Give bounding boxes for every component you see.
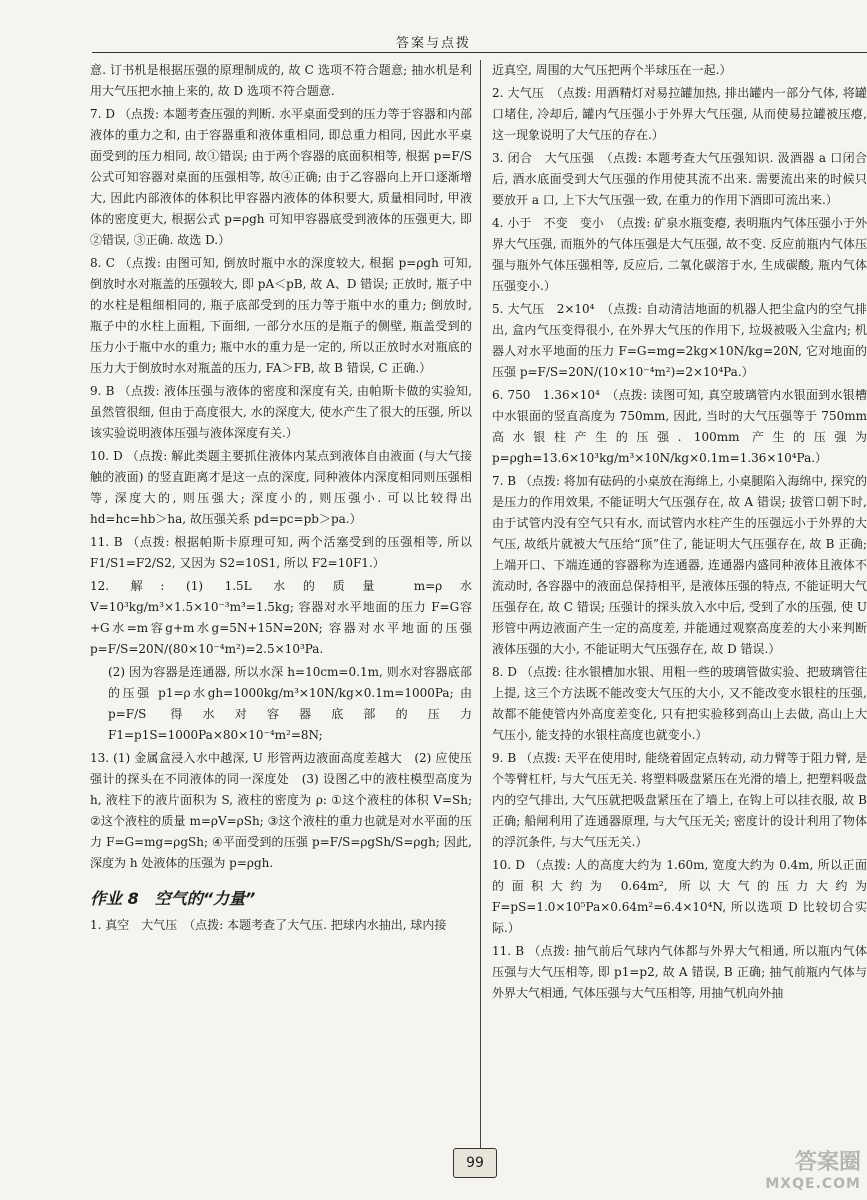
answer-item: 11. B （点拨: 根据帕斯卡原理可知, 两个活塞受到的压强相等, 所以 F1/S1=F2/S2, 又因为 S2=10S1, 所以 F2=10F1.） — [90, 535, 472, 570]
answer-item: 3. 闭合 大气压强 （点拨: 本题考查大气压强知识. 汲酒器 a 口闭合后, 酒水底面受到大气压强的作用使其流不出来. 需要流出来的时候只要放开 a 口, 上下大气压强一致, 在重力的作用下酒即可流出来.） — [492, 151, 867, 207]
answer-item: 7. D （点拨: 本题考查压强的判断. 水平桌面受到的压力等于容器和内部液体的重力之和, 由于容器重和液体重相同, 即总重力相同, 因此水平桌面受到的压力相同, 故①错误; 由于两个容器的底面积相等, 根据 p=F/S 公式可知容器对桌面的压强相等, 故④正确; 由于乙容器向上开口逐渐增大, 因此内部液体的体积比甲容器内液体的体积要大, 质量相同时, 甲液体的密度更大, 根据公式 p=ρgh 可知甲容器底受到液体的压强更大, 即②错误, ③正确. 故选 D.） — [90, 107, 472, 247]
answer-item: 6. 750 1.36×10⁴ （点拨: 读图可知, 真空玻璃管内水银面到水银槽中水银面的竖直高度为 750mm, 因此, 当时的大气压强等于 750mm 高水银柱产生的压强. 100mm 产生的压强为 p=ρgh=13.6×10³kg/m³×10N/kg×0.1m=1.36×10⁴Pa.） — [492, 388, 867, 465]
column-divider — [480, 60, 481, 1158]
answer-item: 近真空, 周围的大气压把两个半球压在一起.） — [492, 63, 732, 77]
answer-item: 1. 真空 大气压 （点拨: 本题考查了大气压. 把球内水抽出, 球内接 — [90, 918, 447, 932]
answer-item: 5. 大气压 2×10⁴ （点拨: 自动清洁地面的机器人把尘盒内的空气排出, 盒内气压变得很小, 在外界大气压的作用下, 垃圾被吸入尘盒内; 机器人对水平地面的压力 F=G=mg=2kg×10N/kg=20N, 它对地面的压强 p=F/S=20N/(10×10⁻⁴m²)=2×10⁴Pa.） — [492, 302, 867, 379]
header-rule — [92, 52, 867, 53]
answer-item: (2) 因为容器是连通器, 所以水深 h=10cm=0.1m, 则水对容器底部的压强 p1=ρ水gh=1000kg/m³×10N/kg×0.1m=1000Pa; 由 p=F/S 得水对容器底部的压力 F1=p1S=1000Pa×80×10⁻⁴m²=8N; — [108, 665, 472, 742]
running-header: 答案与点拨 — [395, 36, 471, 51]
watermark-text: 答案圈 — [794, 1150, 861, 1175]
answer-item: 意. 订书机是根据压强的原理制成的, 故 C 选项不符合题意; 抽水机是利用大气压把水抽上来的, 故 D 选项不符合题意. — [90, 63, 472, 98]
left-column — [90, 60, 472, 1158]
answer-item: 11. B （点拨: 抽气前后气球内气体都与外界大气相通, 所以瓶内气体压强与大气压相等, 即 p1=p2, 故 A 错误, B 正确; 抽气前瓶内气体与外界大气相通, 气体压强与大气压相等, 用抽气机向外抽 — [492, 944, 867, 1000]
answer-item: 10. D （点拨: 解此类题主要抓住液体内某点到液体自由液面 (与大气接触的液面) 的竖直距离才是这一点的深度, 同种液体内深度相同则压强相等, 深度大的, 则压强大; 深度小的, 则压强小. 可以比较得出 hd=hc=hb＞ha, 故压强关系 pd=pc=pb＞pa.） — [90, 449, 472, 526]
answer-item: 10. D （点拨: 人的高度大约为 1.60m, 宽度大约为 0.4m, 所以正面的面积大约为 0.64m², 所以大气的压力大约为 F=pS=1.0×10⁵Pa×0.64m²=6.4×10⁴N, 所以选项 D 比较切合实际.） — [492, 858, 867, 935]
answer-item: 9. B （点拨: 天平在使用时, 能绕着固定点转动, 动力臂等于阻力臂, 是个等臂杠杆, 与大气压无关. 将塑料吸盘紧压在光滑的墙上, 把塑料吸盘内的空气排出, 大气压就把吸盘紧压在了墙上, 在钩上可以挂衣服, 故 B 正确; 船闸利用了连通器原理, 与大气压无关; 密度计的设计利用了物体的浮沉条件, 与大气压无关.） — [492, 751, 867, 849]
answer-item: 4. 小于 不变 变小 （点拨: 矿泉水瓶变瘪, 表明瓶内气体压强小于外界大气压强, 而瓶外的气体压强是大气压强, 故不变. 反应前瓶内气体压强与瓶外气体压强相等, 反应后, 二氧化碳溶于水, 生成碳酸, 瓶内气体压强变小.） — [492, 216, 867, 293]
answer-item: 7. B （点拨: 将加有砝码的小桌放在海绵上, 小桌腿陷入海绵中, 探究的是压力的作用效果, 不能证明大气压强存在, 故 A 错误; 拔管口朝下时, 由于试管内没有空气只有水, 而试管内水柱产生的压强远小于外界的大气压, 故纸片就被大气压给“顶”住了, 能证明大气压强存在, 故 B 正确; 上端开口、下端连通的容器称为连通器, 连通器内盛同种液体且液体不流动时, 各容器中的液面总保持相平, 是液体压强的特点, 不能证明大气压强存在, 故 C 错误; 压强计的探头放入水中后, 受到了水的压强, 使 U 形管中两边液面产生一定的高度差, 并能通过观察高度差的大小来判断液体压强的大小, 不能证明大气压强存在, 故 D 错误.） — [492, 474, 867, 656]
answer-item: 9. B （点拨: 液体压强与液体的密度和深度有关, 由帕斯卡做的实验知, 虽然管很细, 但由于高度很大, 水的深度大, 使水产生了很大的压强, 所以该实验说明液体压强与液体深度有关.） — [90, 384, 472, 440]
answer-item: 13. (1) 金属盒浸入水中越深, U 形管两边液面高度差越大 (2) 应使压强计的探头在不同液体的同一深度处 (3) 设图乙中的液柱模型高度为 h, 液柱下的液片面积为 S, 液柱的密度为 ρ: ①这个液柱的体积 V=Sh; ②这个液柱的质量 m=ρV=ρSh; ③这个液柱的重力也就是对水平面的压力 F=G=mg=ρgSh; ④平面受到的压强 p=F/S=ρgSh/S=ρgh; 因此, 深度为 h 处液体的压强为 p=ρgh. — [90, 751, 472, 870]
answer-item: 8. D （点拨: 往水银槽加水银、用粗一些的玻璃管做实验、把玻璃管往上提, 这三个方法既不能改变大气压的大小, 又不能改变水银柱的压强, 故都不能使管内外高度差变化, 只有把实验移到高山上去做, 高山上大气压小, 能支持的水银柱高度也就变小.） — [492, 665, 867, 742]
answer-item: 12. 解: (1) 1.5L 水的质量 m=ρ水V=10³kg/m³×1.5×10⁻³m³=1.5kg; 容器对水平地面的压力 F=G容+G水=m容g+m水g=5N+15N=20N; 容器对水平地面的压强 p=F/S=20N/(80×10⁻⁴m²)=2.5×10³Pa. — [90, 579, 472, 656]
answer-item: 8. C （点拨: 由图可知, 倒放时瓶中水的深度较大, 根据 p=ρgh 可知, 倒放时水对瓶盖的压强较大, 即 pA＜pB, 故 A、D 错误; 正放时, 瓶子中的水柱是粗细相同的, 瓶子底部受到的压力等于瓶中水的重力; 倒放时, 瓶子中的水柱上面粗, 下面细, 一部分水压的是瓶子的侧壁, 瓶盖受到的压力小于瓶中水的重力; 瓶中水的重力是一定的, 所以正放时水对瓶底的压力大于倒放时水对瓶盖的压力, FA＞FB, 故 B 错误, C 正确.） — [90, 256, 472, 375]
watermark-logo — [765, 1145, 861, 1192]
answer-item: 2. 大气压 （点拨: 用酒精灯对易拉罐加热, 排出罐内一部分气体, 将罐口堵住, 冷却后, 罐内气压强小于外界大气压强, 从而使易拉罐被压瘪, 这一现象说明了大气压的存在.） — [492, 86, 867, 142]
right-column — [492, 60, 867, 1158]
section-heading: 作业 8 空气的“力量” — [90, 889, 256, 908]
watermark-url: MXQE.COM — [765, 1176, 861, 1192]
page-number: 99 — [453, 1148, 497, 1178]
